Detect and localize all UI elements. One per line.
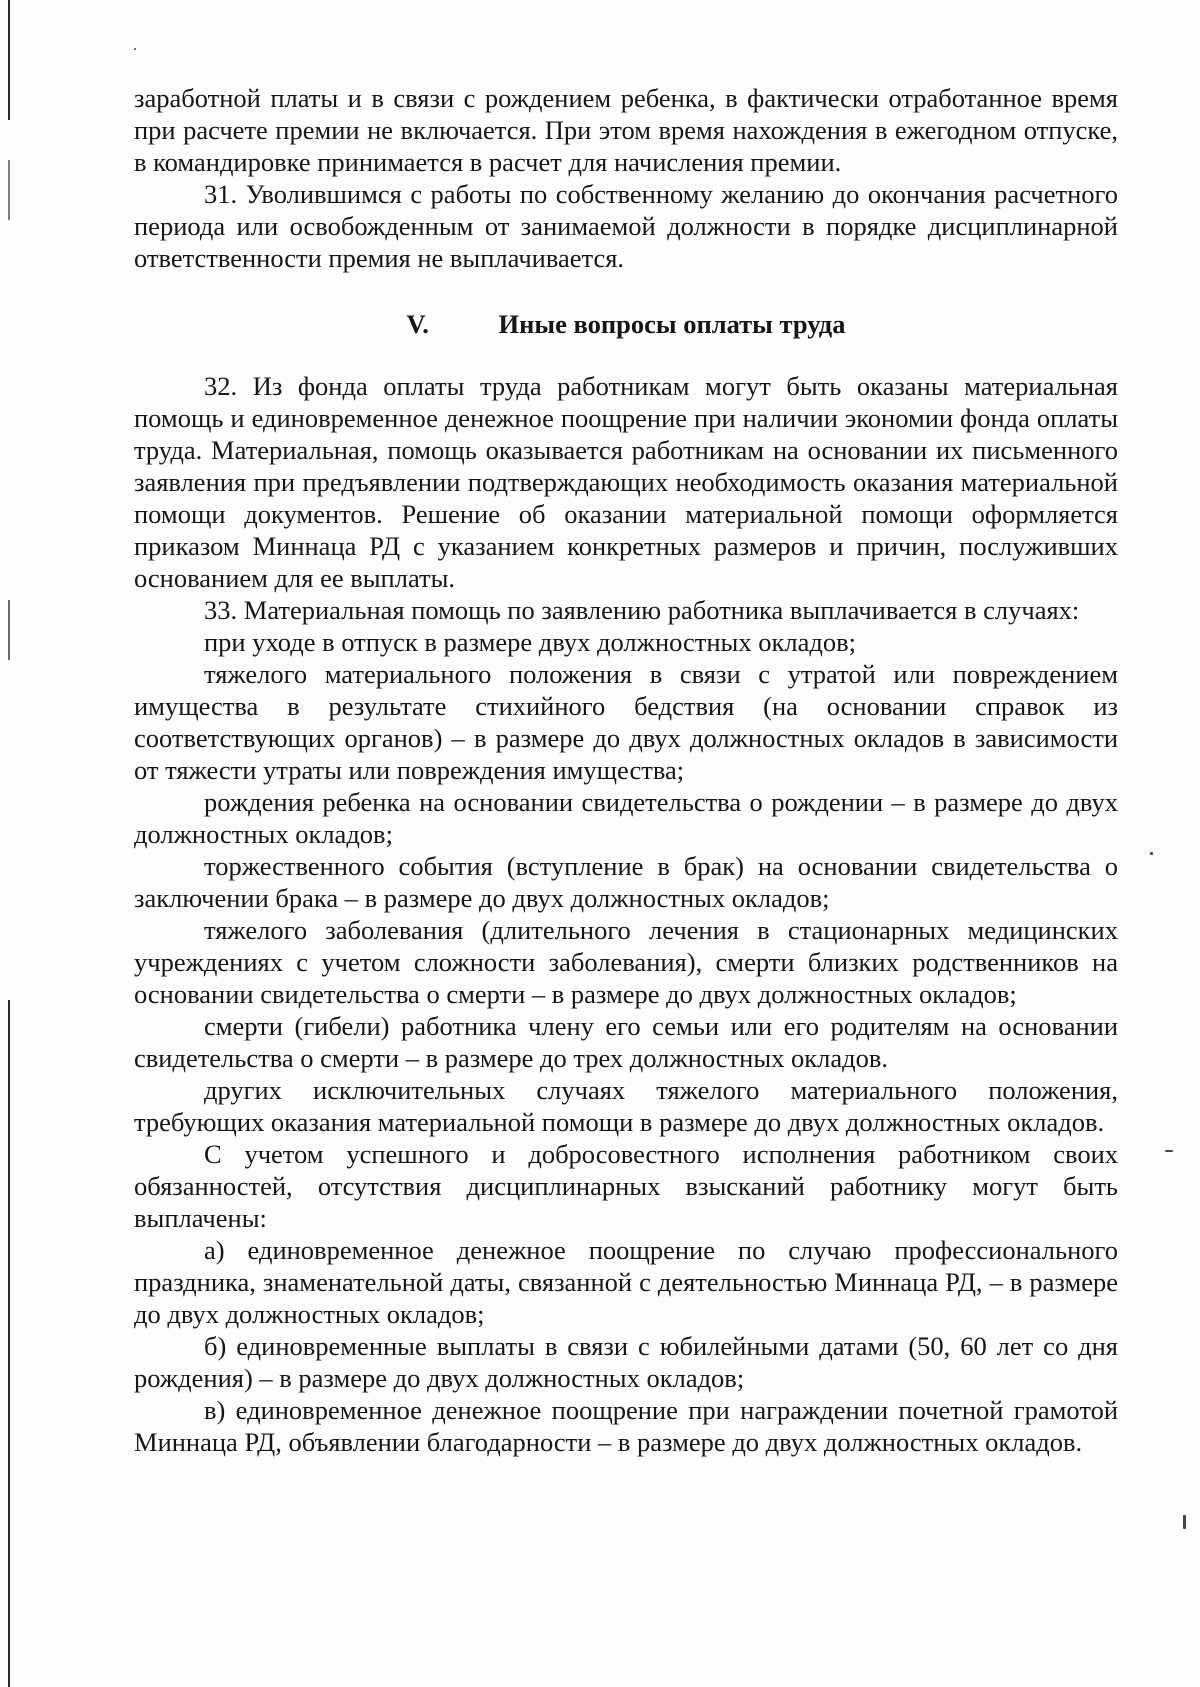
scan-speck	[1165, 1150, 1173, 1152]
list-item: смерти (гибели) работника члену его семьи или его родителям на основании свидетельства о смерти – в размере до трех должностных окладов.	[134, 1011, 1118, 1073]
list-item: рождения ребенка на основании свидетельства о рождении – в размере до двух должностных окладов;	[134, 787, 1118, 849]
list-item: в) единовременное денежное поощрение при награждении почетной грамотой Миннаца РД, объявлении благодарности – в размере до двух должностных окладов.	[134, 1395, 1118, 1457]
scan-edge-mark	[8, 160, 10, 220]
paragraph: заработной платы и в связи с рождением ребенка, в фактически отработанное время при расчете премии не включается. При этом время нахождения в ежегодном отпуске, в командировке принимается в расчет для начисления премии.	[134, 83, 1118, 177]
section-title: Иные вопросы оплаты труда	[498, 309, 846, 339]
list-item: при уходе в отпуск в размере двух должностных окладов;	[204, 627, 856, 657]
scan-edge-mark	[8, 0, 10, 120]
section-heading	[134, 308, 1118, 340]
document-body	[134, 82, 1118, 1458]
section-number: V.	[406, 309, 429, 339]
scan-speck	[134, 48, 136, 50]
list-item: б) единовременные выплаты в связи с юбилейными датами (50, 60 лет со дня рождения) – в размере до двух должностных окладов;	[134, 1331, 1118, 1393]
scan-speck	[1150, 852, 1153, 855]
scan-edge-mark	[8, 1000, 10, 1687]
paragraph-31: 31. Уволившимся с работы по собственному желанию до окончания расчетного периода или освобожденным от занимаемой должности в порядке дисциплинарной ответственности премия не выплачивается.	[134, 179, 1118, 273]
list-item: а) единовременное денежное поощрение по случаю профессионального праздника, знаменательной даты, связанной с деятельностью Миннаца РД, – в размере до двух должностных окладов;	[134, 1235, 1118, 1329]
list-item: торжественного события (вступление в брак) на основании свидетельства о заключении брака – в размере до двух должностных окладов;	[134, 851, 1118, 913]
list-item: других исключительных случаях тяжелого материального положения, требующих оказания материальной помощи в размере до двух должностных окладов.	[134, 1075, 1118, 1137]
scan-speck	[1183, 1515, 1186, 1529]
scan-edge-mark	[8, 600, 10, 660]
paragraph-33: 33. Материальная помощь по заявлению работника выплачивается в случаях:	[204, 595, 1080, 625]
paragraph: С учетом успешного и добросовестного исполнения работником своих обязанностей, отсутствия дисциплинарных взысканий работнику могут быть выплачены:	[134, 1139, 1118, 1233]
list-item: тяжелого материального положения в связи с утратой или повреждением имущества в результате стихийного бедствия (на основании справок из соответствующих органов) – в размере до двух должностных окладов в зависимости от тяжести утраты или повреждения имущества;	[134, 659, 1118, 785]
list-item: тяжелого заболевания (длительного лечения в стационарных медицинских учреждениях с учетом сложности заболевания), смерти близких родственников на основании свидетельства о смерти – в размере до двух должностных окладов;	[134, 915, 1118, 1009]
paragraph-32: 32. Из фонда оплаты труда работникам могут быть оказаны материальная помощь и единовременное денежное поощрение при наличии экономии фонда оплаты труда. Материальная, помощь оказывается работникам на основании их письменного заявления при предъявлении подтверждающих необходимость оказания материальной помощи документов. Решение об оказании материальной помощи оформляется приказом Миннаца РД с указанием конкретных размеров и причин, послуживших основанием для ее выплаты.	[134, 371, 1118, 593]
